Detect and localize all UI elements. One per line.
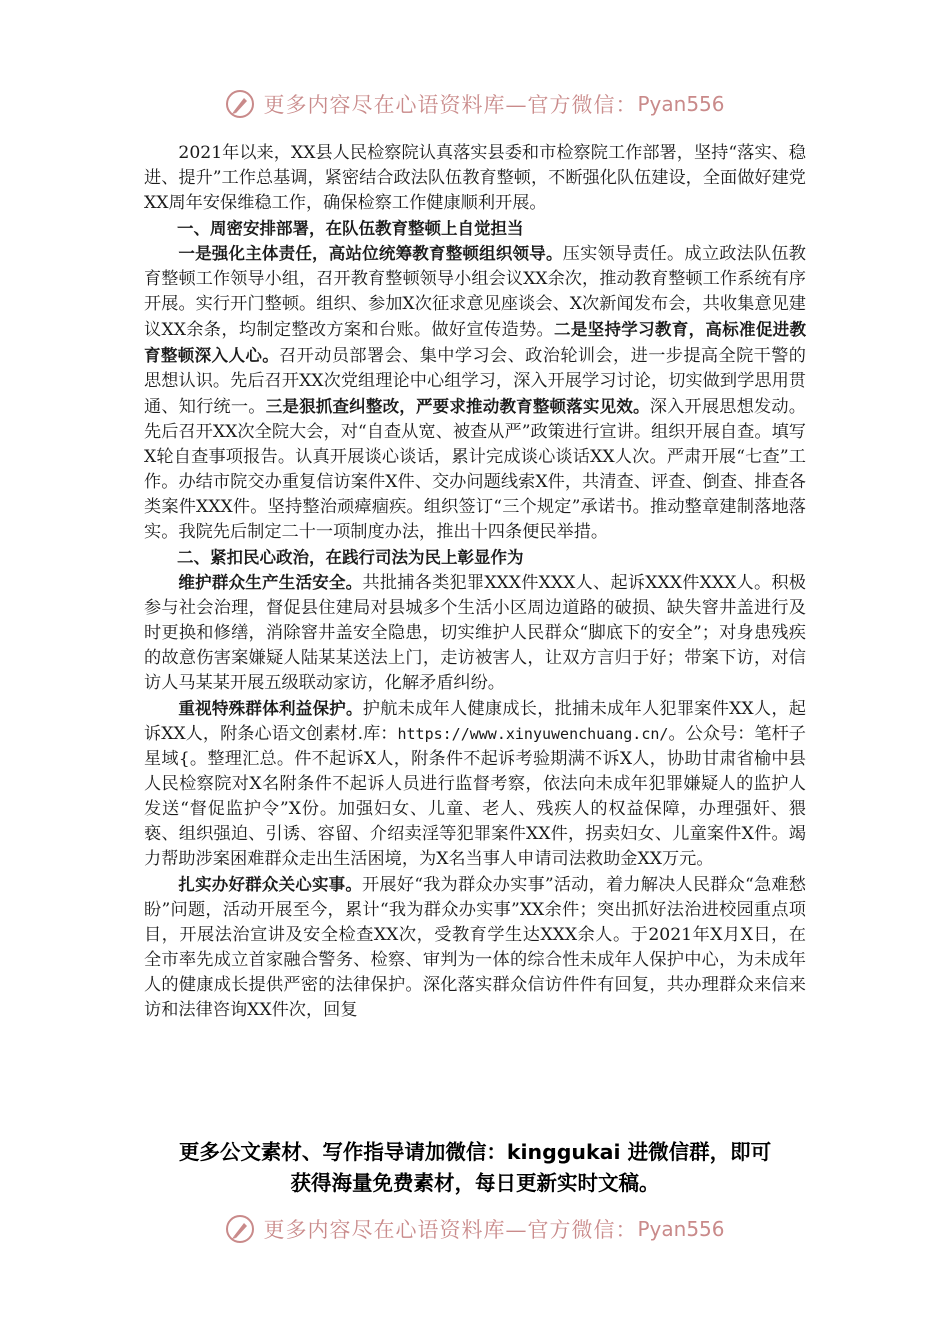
banner-text: 更多内容尽在心语资料库—官方微信： [263, 93, 638, 117]
section-heading-2: 二、紧扣民心政治，在践行司法为民上彰显作为 [177, 548, 524, 567]
document-body [144, 141, 806, 1023]
header-watermark-banner [0, 87, 950, 121]
promo-line-1: 更多公文素材、写作指导请加微信：kinggukai 进微信群，即可 [178, 1140, 772, 1164]
section2-paragraph-1: 维护群众生产生活安全。共批捕各类犯罪XXX件XXX人、起诉XXX件XXX人。积极参与社会治理，督促县住建局对县城多个生活小区周边道路的破损、缺失窨井盖进行及时更换和修缮，消除窨井盖安全隐患，切实维护人民群众“脚底下的安全”；对身患残疾的故意伤害案嫌疑人陆某某送法上门，走访被害人，让双方言归于好；带案下访，对信访人马某某开展五级联动家访，化解矛盾纠纷。 [144, 573, 806, 693]
lead-text: 扎实办好群众关心实事。 [178, 875, 363, 894]
pen-nib-icon [225, 1214, 255, 1244]
source-url: https://www.xinyuwenchuang.cn/ [397, 725, 669, 743]
intro-paragraph: 2021年以来，XX县人民检察院认真落实县委和市检察院工作部署，坚持“落实、稳进、提升”工作总基调，紧密结合政法队伍教育整顿，不断强化队伍建设，全面做好建党XX周年安保维稳工作，确保检察工作健康顺利开展。 [144, 143, 806, 213]
section-heading-1: 一、周密安排部署，在队伍教育整顿上自觉担当 [177, 219, 524, 238]
banner-text: 更多内容尽在心语资料库—官方微信： [263, 1218, 638, 1242]
footer-watermark-banner [0, 1212, 950, 1246]
lead-text: 维护群众生产生活安全。 [178, 573, 363, 592]
lead-text: 二是坚持学习教育，高标准促进教育整顿深入人心。 [144, 320, 806, 365]
section2-paragraph-3: 扎实办好群众关心实事。开展好“我为群众办实事”活动，着力解决人民群众“急难愁盼”问题，活动开展至今，累计“我为群众办实事”XX余件；突出抓好法治进校园重点项目，开展法治宣讲及安全检查XX次，受教育学生达XXX余人。于2021年X月X日，在全市率先成立首家融合警务、检察、审判为一体的综合性未成年人保护中心，为未成年人的健康成长提供严密的法律保护。深化落实群众信访件件有回复，共办理群众来信来访和法律咨询XX件次，回复 [144, 875, 806, 1020]
promo-notice [0, 1137, 950, 1199]
lead-text: 一是强化主体责任，高站位统筹教育整顿组织领导。 [178, 244, 563, 263]
pen-nib-icon [225, 89, 255, 119]
section1-paragraph: 一是强化主体责任，高站位统筹教育整顿组织领导。压实领导责任。成立政法队伍教育整顿工作领导小组，召开教育整顿领导小组会议XX余次，推动教育整顿工作系统有序开展。实行开门整顿。组织、参加X次征求意见座谈会、X次新闻发布会，共收集意见建议XX余条，均制定整改方案和台账。做好宣传造势。二是坚持学习教育，高标准促进教育整顿深入人心。召开动员部署会、集中学习会、政治轮训会，进一步提高全院干警的思想认识。先后召开XX次党组理论中心组学习，深入开展学习讨论，切实做到学思用贯通、知行统一。三是狠抓查纠整改，严要求推动教育整顿落实见效。深入开展思想发动。先后召开XX次全院大会，对“自查从宽、被查从严”政策进行宣讲。组织开展自查。填写X轮自查事项报告。认真开展谈心谈话，累计完成谈心谈话XX人次。严肃开展“七查”工作。办结市院交办重复信访案件X件、交办问题线索X件，共清查、评查、倒查、排查各类案件XXX件。坚持整治顽瘴痼疾。组织签订“三个规定”承诺书。推动整章建制落地落实。我院先后制定二十一项制度办法，推出十四条便民举措。 [144, 244, 806, 542]
banner-handle: Pyan556 [637, 92, 725, 116]
lead-text: 重视特殊群体利益保护。 [178, 699, 363, 718]
lead-text: 三是狠抓查纠整改，严要求推动教育整顿落实见效。 [265, 397, 650, 416]
promo-line-2: 获得海量免费素材，每日更新实时文稿。 [290, 1171, 660, 1195]
banner-handle: Pyan556 [637, 1217, 725, 1241]
section2-paragraph-2: 重视特殊群体利益保护。护航未成年人健康成长，批捕未成年人犯罪案件XX人，起诉XX人，附条心语文创素材.库：https://www.xinyuwenchuang.cn/。公众号：笔杆子星域{。整理汇总。件不起诉X人，附条件不起诉考验期满不诉X人，协助甘肃省榆中县人民检察院对X名附条件不起诉人员进行监督考察，依法向未成年犯罪嫌疑人的监护人发送“督促监护令”X份。加强妇女、儿童、老人、残疾人的权益保障，办理强奸、猥亵、组织强迫、引诱、容留、介绍卖淫等犯罪案件XX件，拐卖妇女、儿童案件X件。竭力帮助涉案困难群众走出生活困境，为X名当事人申请司法救助金XX万元。 [144, 699, 806, 869]
